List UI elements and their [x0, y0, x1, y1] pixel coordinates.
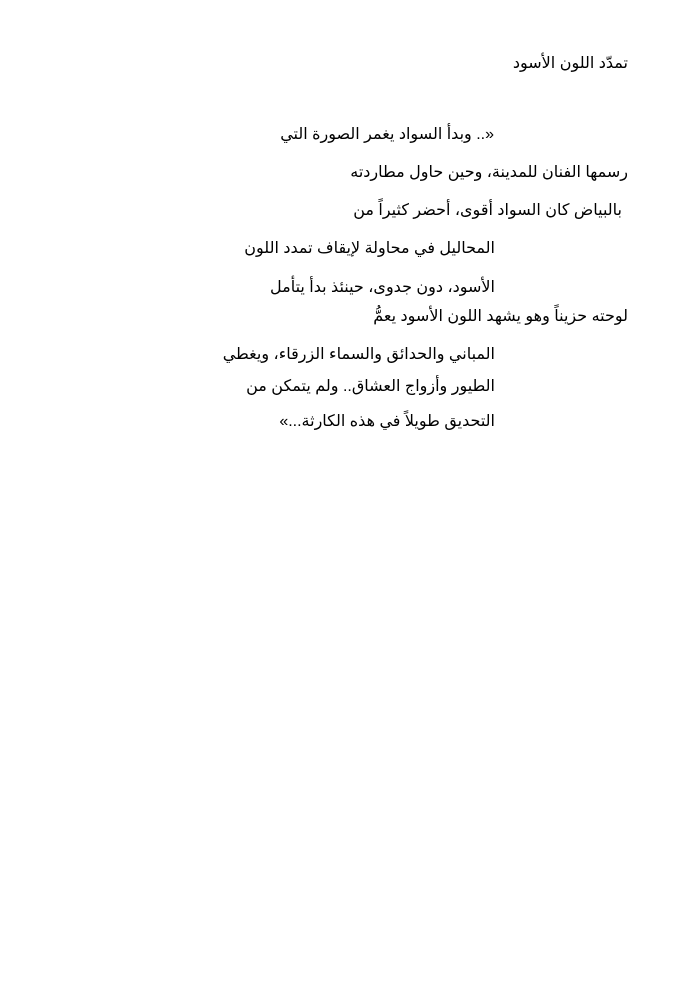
- poem-line: بالبياض كان السواد أقوى، أحضر كثيراً من: [353, 202, 622, 219]
- poem-line: التحديق طويلاً في هذه الكارثة...»: [279, 413, 495, 430]
- document-title: تمدّد اللون الأسود: [512, 55, 628, 72]
- poem-line: المباني والحدائق والسماء الزرقاء، ويغطي: [222, 346, 495, 363]
- poem-line: الطيور وأزواج العشاق.. ولم يتمكن من: [246, 378, 495, 395]
- poem-line: لوحته حزيناً وهو يشهد اللون الأسود يعمُّ: [373, 308, 628, 325]
- poem-line: «.. وبدأ السواد يغمر الصورة التي: [280, 126, 494, 143]
- poem-line: المحاليل في محاولة لإيقاف تمدد اللون: [244, 240, 495, 257]
- poem-line: الأسود، دون جدوى، حينئذ بدأ يتأمل: [270, 279, 495, 296]
- poem-line: رسمها الفنان للمدينة، وحين حاول مطاردته: [350, 164, 628, 181]
